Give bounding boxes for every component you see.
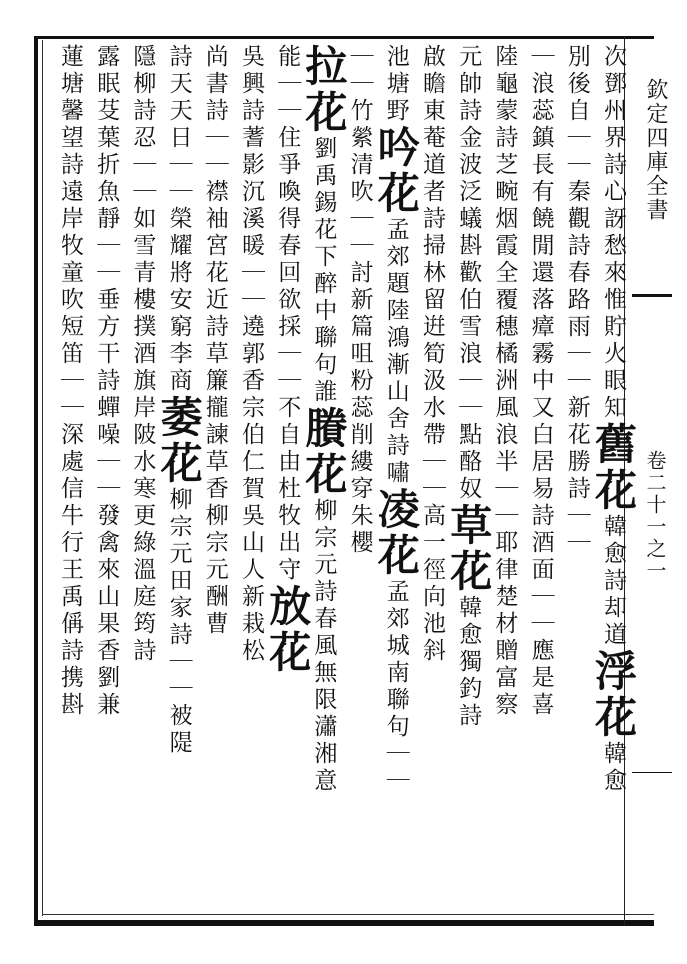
text-column (371, 44, 421, 795)
text-segment: ｜｜竹縈清吹｜｜討新篇 (346, 44, 373, 341)
text-segment: 孟郊題陸鴻漸山舍詩嘯 (382, 217, 409, 487)
text-column (487, 44, 521, 719)
text-segment: 尚書詩｜｜襟袖宮花近詩草簾攏諫草香 (201, 44, 228, 503)
entry-heading: 萎花 (154, 395, 204, 487)
text-segment: 一徑向池斜 (419, 530, 445, 665)
entry-heading: 拉花 (299, 44, 349, 136)
border-top (34, 36, 654, 39)
text-segment: 咀粉蕊削縷穿朱櫻 (346, 341, 373, 557)
inner-rule-left (42, 40, 43, 916)
text-segment: ｜浪蕊鎮長有饒閒還落瘴霧中又白居易詩酒面｜｜應是喜 (527, 44, 554, 719)
text-segment: 陸龜蒙詩芝畹烟霞全覆穗橘洲風浪半｜｜耶律楚材贈富察 (491, 44, 518, 719)
text-segment: 柳宗元田家詩｜｜被隄 (165, 487, 192, 757)
text-column (589, 44, 638, 795)
text-segment: 池塘野 (382, 44, 409, 125)
text-segment: 柳宗元酬曹 (201, 503, 228, 638)
entry-heading: 舊花 (589, 422, 638, 514)
text-column (299, 44, 349, 795)
text-segment: 露眠芟葉折魚靜｜｜垂方干詩蟬噪｜｜發禽來山果香劉兼 (93, 44, 120, 719)
text-segment: 韓愈 (600, 741, 626, 795)
text-segment: 韓愈詩却道 (600, 514, 626, 649)
text-segment: 元帥詩金波泛蟻斟歡伯雪浪｜｜點酪奴 (455, 44, 482, 503)
entry-heading: 凌花 (371, 487, 421, 579)
text-segment: 詩天天日｜｜榮耀將安窮李商 (165, 44, 192, 395)
text-segment: 別後自｜｜秦觀詩春路雨｜｜ (563, 44, 590, 395)
entry-heading: 賸花 (299, 406, 349, 498)
entry-heading: 草花 (444, 503, 494, 595)
text-segment: 孟郊城南聯句｜｜ (382, 579, 409, 795)
book-title: 欽定四庫全書 (643, 78, 668, 222)
text-column (524, 44, 558, 719)
text-segment: 新花勝 (563, 395, 590, 476)
text-segment: 詩｜｜ (563, 476, 590, 557)
text-column (89, 44, 123, 719)
text-column (444, 44, 494, 730)
text-column (198, 44, 232, 638)
text-column (154, 44, 204, 757)
text-column (234, 44, 268, 665)
text-column (560, 44, 594, 557)
text-segment: 能｜｜住爭喚得春回 (274, 44, 301, 287)
border-left (34, 36, 38, 926)
text-segment: 韓愈獨釣詩 (455, 595, 482, 730)
fish-tail-mark-lower (632, 772, 672, 773)
text-column (53, 44, 87, 719)
entry-heading: 浮花 (589, 649, 638, 741)
text-segment: 吳興詩蓍影沉溪暖｜｜遶郭香宗伯仁賀吳 (238, 44, 264, 530)
volume-label: 卷二十一之一 (643, 450, 667, 582)
entry-heading: 放花 (263, 584, 313, 676)
entry-heading: 吟花 (371, 125, 421, 217)
text-column (125, 44, 159, 665)
fish-tail-mark-upper (632, 294, 672, 297)
text-segment: 隱柳詩忍｜｜如雪青樓撲酒旗 (129, 44, 156, 395)
text-segment: 岸陂水寒更綠溫庭筠詩 (129, 395, 156, 665)
inner-rule-bottom (42, 914, 654, 915)
text-segment: 蓮塘馨望詩遠岸牧童吹短笛｜｜深處信牛行王禹偁詩携斟 (57, 44, 83, 719)
text-segment: 欲採｜｜不自由杜牧出守 (274, 287, 301, 584)
text-segment: 啟瞻東菴道者詩掃林留逬筍汲水帶｜｜高 (419, 44, 445, 530)
text-segment: 次鄧州界詩心訝愁來惟貯火眼知 (600, 44, 626, 422)
text-segment: 柳宗元詩春風無限瀟湘意 (310, 498, 337, 795)
text-segment: 劉禹錫花下醉中聯句誰 (310, 136, 337, 406)
text-segment: 山人新栽松 (238, 530, 264, 665)
border-bottom (34, 920, 654, 926)
text-column (263, 44, 313, 676)
